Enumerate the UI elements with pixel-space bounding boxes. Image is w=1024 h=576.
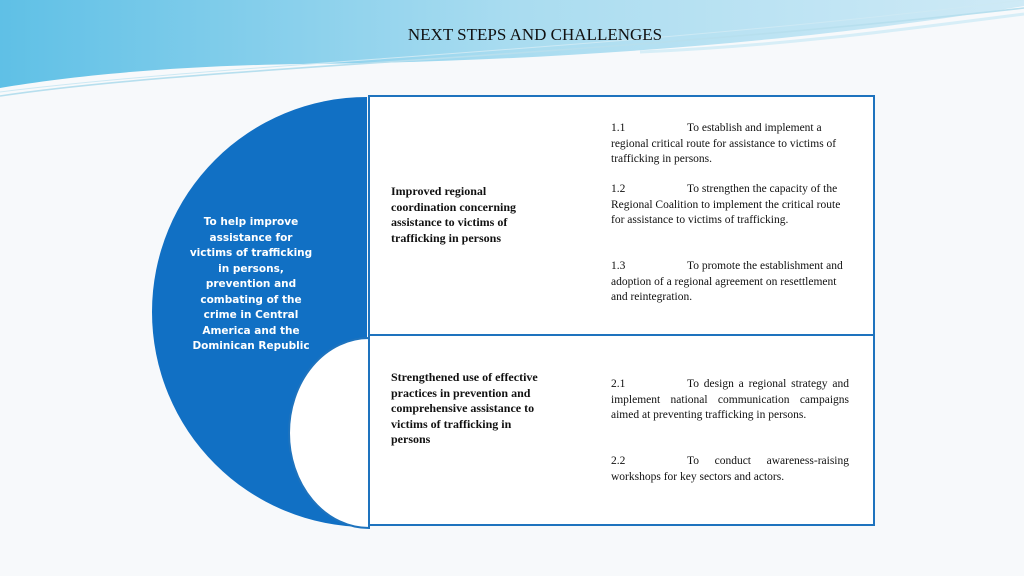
activity-1-2 bbox=[611, 182, 849, 229]
activity-number: 1.3 bbox=[611, 260, 626, 272]
result-1-label: Improved regional coordination concerning assistance to victims of trafficking in persons bbox=[391, 184, 516, 245]
activity-number: 2.1 bbox=[611, 378, 626, 390]
result-2-label: Strengthened use of effective practices in prevention and comprehensive assistance to victims of trafficking in persons bbox=[391, 370, 538, 446]
activity-1-1 bbox=[611, 121, 849, 168]
activity-number: 1.1 bbox=[611, 122, 626, 134]
slide-title: NEXT STEPS AND CHALLENGES bbox=[407, 25, 663, 44]
activity-text: To promote the establishment and adoption of a regional agreement on resettlement and reintegration. bbox=[611, 260, 843, 303]
activity-text: To strengthen the capacity of the Regional Coalition to implement the critical route for assistance to victims of trafficking. bbox=[611, 183, 841, 226]
activity-number: 1.2 bbox=[611, 183, 626, 195]
activity-text: To design a regional strategy and implement national communication campaigns aimed at preventing trafficking in persons. bbox=[611, 378, 849, 421]
activity-2-2 bbox=[611, 454, 849, 485]
activity-text: To conduct awareness-raising workshops for key sectors and actors. bbox=[611, 455, 849, 483]
activity-1-3 bbox=[611, 259, 849, 306]
activity-2-1 bbox=[611, 377, 849, 424]
activity-text: To establish and implement a regional critical route for assistance to victims of trafficking in persons. bbox=[611, 122, 837, 165]
activity-number: 2.2 bbox=[611, 455, 626, 467]
goal-text: To help improve assistance for victims of trafficking in persons, prevention and combating of the crime in Central America and the Dominican Republic bbox=[189, 216, 313, 352]
